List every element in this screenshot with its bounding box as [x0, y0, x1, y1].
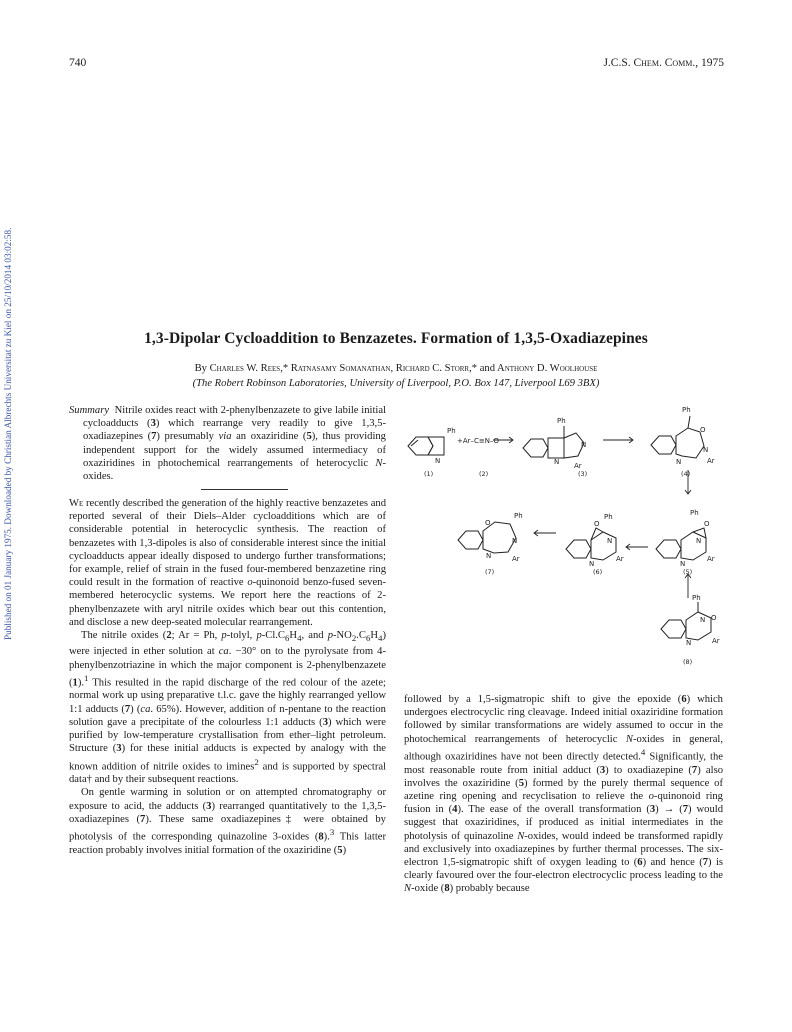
paper-title: 1,3-Dipolar Cycloaddition to Benzazetes. Formation of 1,3,5-Oxadiazepines	[144, 330, 648, 347]
atom-n-6b: N	[589, 560, 595, 568]
atom-n-3a: N	[554, 458, 560, 466]
compound-label-6: (6)	[593, 568, 603, 576]
compound-label-4: (4)	[681, 470, 691, 478]
body-right-column	[404, 693, 723, 896]
reaction-arrows	[493, 437, 691, 598]
atom-o-5: O	[704, 520, 710, 528]
atom-o-6: O	[594, 520, 600, 528]
atom-ph-5: Ph	[690, 509, 699, 517]
atom-o-7: O	[485, 519, 491, 527]
compound-label-5: (5)	[683, 568, 693, 576]
summary-abstract: Summary Nitrile oxides react with 2-phenylbenzazete to give labile initial cycloadducts (3) which rearrange very readily to give 1,3,5-oxadiazepines (7) presumably via an oxaziridine (5), thus providing independent support for the widely assumed intermediacy of oxaziridines in photochemical rearrangements of heterocyclic N-oxides.	[69, 405, 387, 483]
atom-o-4: O	[700, 426, 706, 434]
download-note-text: Published on 01 January 1975. Downloaded by Christian Albrechts Universitat zu Kiel on 25/10/2014 03:02:58.	[3, 227, 13, 640]
atom-n-5b: N	[680, 560, 686, 568]
atom-n-4b: N	[676, 458, 682, 466]
atom-n-7: N	[512, 537, 518, 545]
paragraph-nitrile-oxides: The nitrile oxides (2; Ar = Ph, p-tolyl, $p-Cl.C_6H_4$, and $p-NO_2.C_6H_4$) were injected in ether solution at ca. −30° on to the pyrolysate from 4-phenylbenzotriazine in which the major component is 2-phenylbenzazete (1).$^1$ This resulted in the rapid discharge of the red colour of the azete; normal work up using preparative t.l.c. gave the highly rearranged yellow 1:1 adducts (7) (ca. 65%). However, addition of n-pentane to the reaction solution gave a precipitate of the colourless 1:1 adducts (3) which were purified by low-temperature crystallisation from ether–light petroleum. Structure (3) for these initial adducts is expected by analogy with the known addition of nitrile oxides to imines$^2$ and is supported by spectral data† and by their subsequent reactions.	[69, 630, 387, 786]
reagent-2: +Ar–C≡N–O	[457, 437, 500, 445]
page-number: 740	[69, 57, 87, 69]
atom-n-5: N	[696, 537, 702, 545]
structure-4	[651, 416, 704, 458]
section-divider	[201, 489, 288, 490]
atom-ph-4: Ph	[682, 406, 691, 414]
reaction-scheme	[396, 398, 736, 668]
atom-ar-5: Ar	[707, 555, 715, 563]
compound-label-7: (7)	[485, 568, 495, 576]
atom-n-4: N	[703, 446, 709, 454]
compound-label-3: (3)	[578, 470, 588, 478]
atom-n-1: N	[435, 457, 441, 465]
reaction-scheme-svg	[396, 398, 736, 668]
structure-3	[523, 426, 587, 458]
atom-n-8b: N	[686, 639, 692, 647]
structure-1	[408, 437, 444, 455]
author-line: By Charles W. Rees,* Ratnasamy Somanathan, Richard C. Storr,* and Anthony D. Woolhouse	[194, 363, 598, 374]
atom-ar-3: Ar	[574, 462, 582, 470]
atom-ar-7: Ar	[512, 555, 520, 563]
atom-ph-8: Ph	[692, 594, 701, 602]
atom-n-6: N	[607, 537, 613, 545]
atom-ar-6: Ar	[616, 555, 624, 563]
atom-ph-6: Ph	[604, 513, 613, 521]
paragraph-rearrangement: On gentle warming in solution or on attempted chromatography or exposure to acid, the adducts (3) rearranged quantitatively to the 1,3,5-oxadiazepines (7). These same oxadiazepines‡ were obtained by photolysis of the corresponding quinazoline 3-oxides (8).$^3$ This latter reaction probably involves initial formation of the oxaziridine (5)	[69, 787, 386, 856]
atom-n-3b: N	[581, 441, 587, 449]
journal-header: J.C.S. Chem. Comm., 1975	[603, 57, 724, 69]
atom-n-7b: N	[486, 552, 492, 560]
download-note	[3, 160, 17, 640]
affiliation: (The Robert Robinson Laboratories, University of Liverpool, P.O. Box 147, Liverpool L69 3BX)	[192, 378, 600, 389]
atom-ph-3: Ph	[557, 417, 566, 425]
atom-o-8: O	[711, 614, 717, 622]
compound-label-1: (1)	[424, 470, 434, 478]
atom-ph-7: Ph	[514, 512, 523, 520]
atom-n-8: N	[700, 616, 706, 624]
atom-ar-4: Ar	[707, 457, 715, 465]
compound-label-2: (2)	[479, 470, 489, 478]
paragraph-intro: We recently described the generation of the highly reactive benzazetes and reported several of their Diels–Alder cycloadditions which are of considerable potential in heterocyclic synthesis. The reaction of benzazetes with 1,3-dipoles is also of considerable interest since the initial cycloadducts appear ideally disposed to undergo further transformations; for example, relief of strain in the fused four-membered benzazetine ring could result in the formation of reactive o-quinonoid benzo-fused seven-membered heterocyclic systems. We report here the reactions of 2-phenylbenzazete with aryl nitrile oxides which bear out this contention, and disclose a new deep-seated molecular rearrangement.	[69, 498, 386, 628]
atom-ar-8: Ar	[712, 637, 720, 645]
compound-label-8: (8)	[683, 658, 693, 666]
atom-ph-1: Ph	[447, 427, 456, 435]
body-left-column	[69, 497, 386, 857]
paragraph-right: followed by a 1,5-sigmatropic shift to give the epoxide (6) which undergoes electrocyclic ring cleavage. Indeed initial oxaziridine formation followed by similar transformations are widely assumed to occur in the photochemical rearrangements of heterocyclic N-oxides in general, although oxaziridines have not been directly detected.$^4$ Significantly, the most reasonable route from initial adduct (3) to oxadiazepine (7) also involves the oxaziridine (5) formed by the purely thermal sequence of azetine ring opening and recyclisation to relieve the o-quinonoid ring fusion in (4). The ease of the overall transformation (3) → (7) would suggest that oxaziridines, if produced as initial intermediates in the photolysis of quinazoline N-oxides, would indeed be transformed rapidly and exclusively into oxadiazepines by further thermal processes. The six-electron 1,5-sigmatropic shift of oxygen leading to (6) and hence (7) is clearly favoured over the four-electron electrocyclic process leading to the N-oxide (8) probably because	[404, 694, 724, 895]
